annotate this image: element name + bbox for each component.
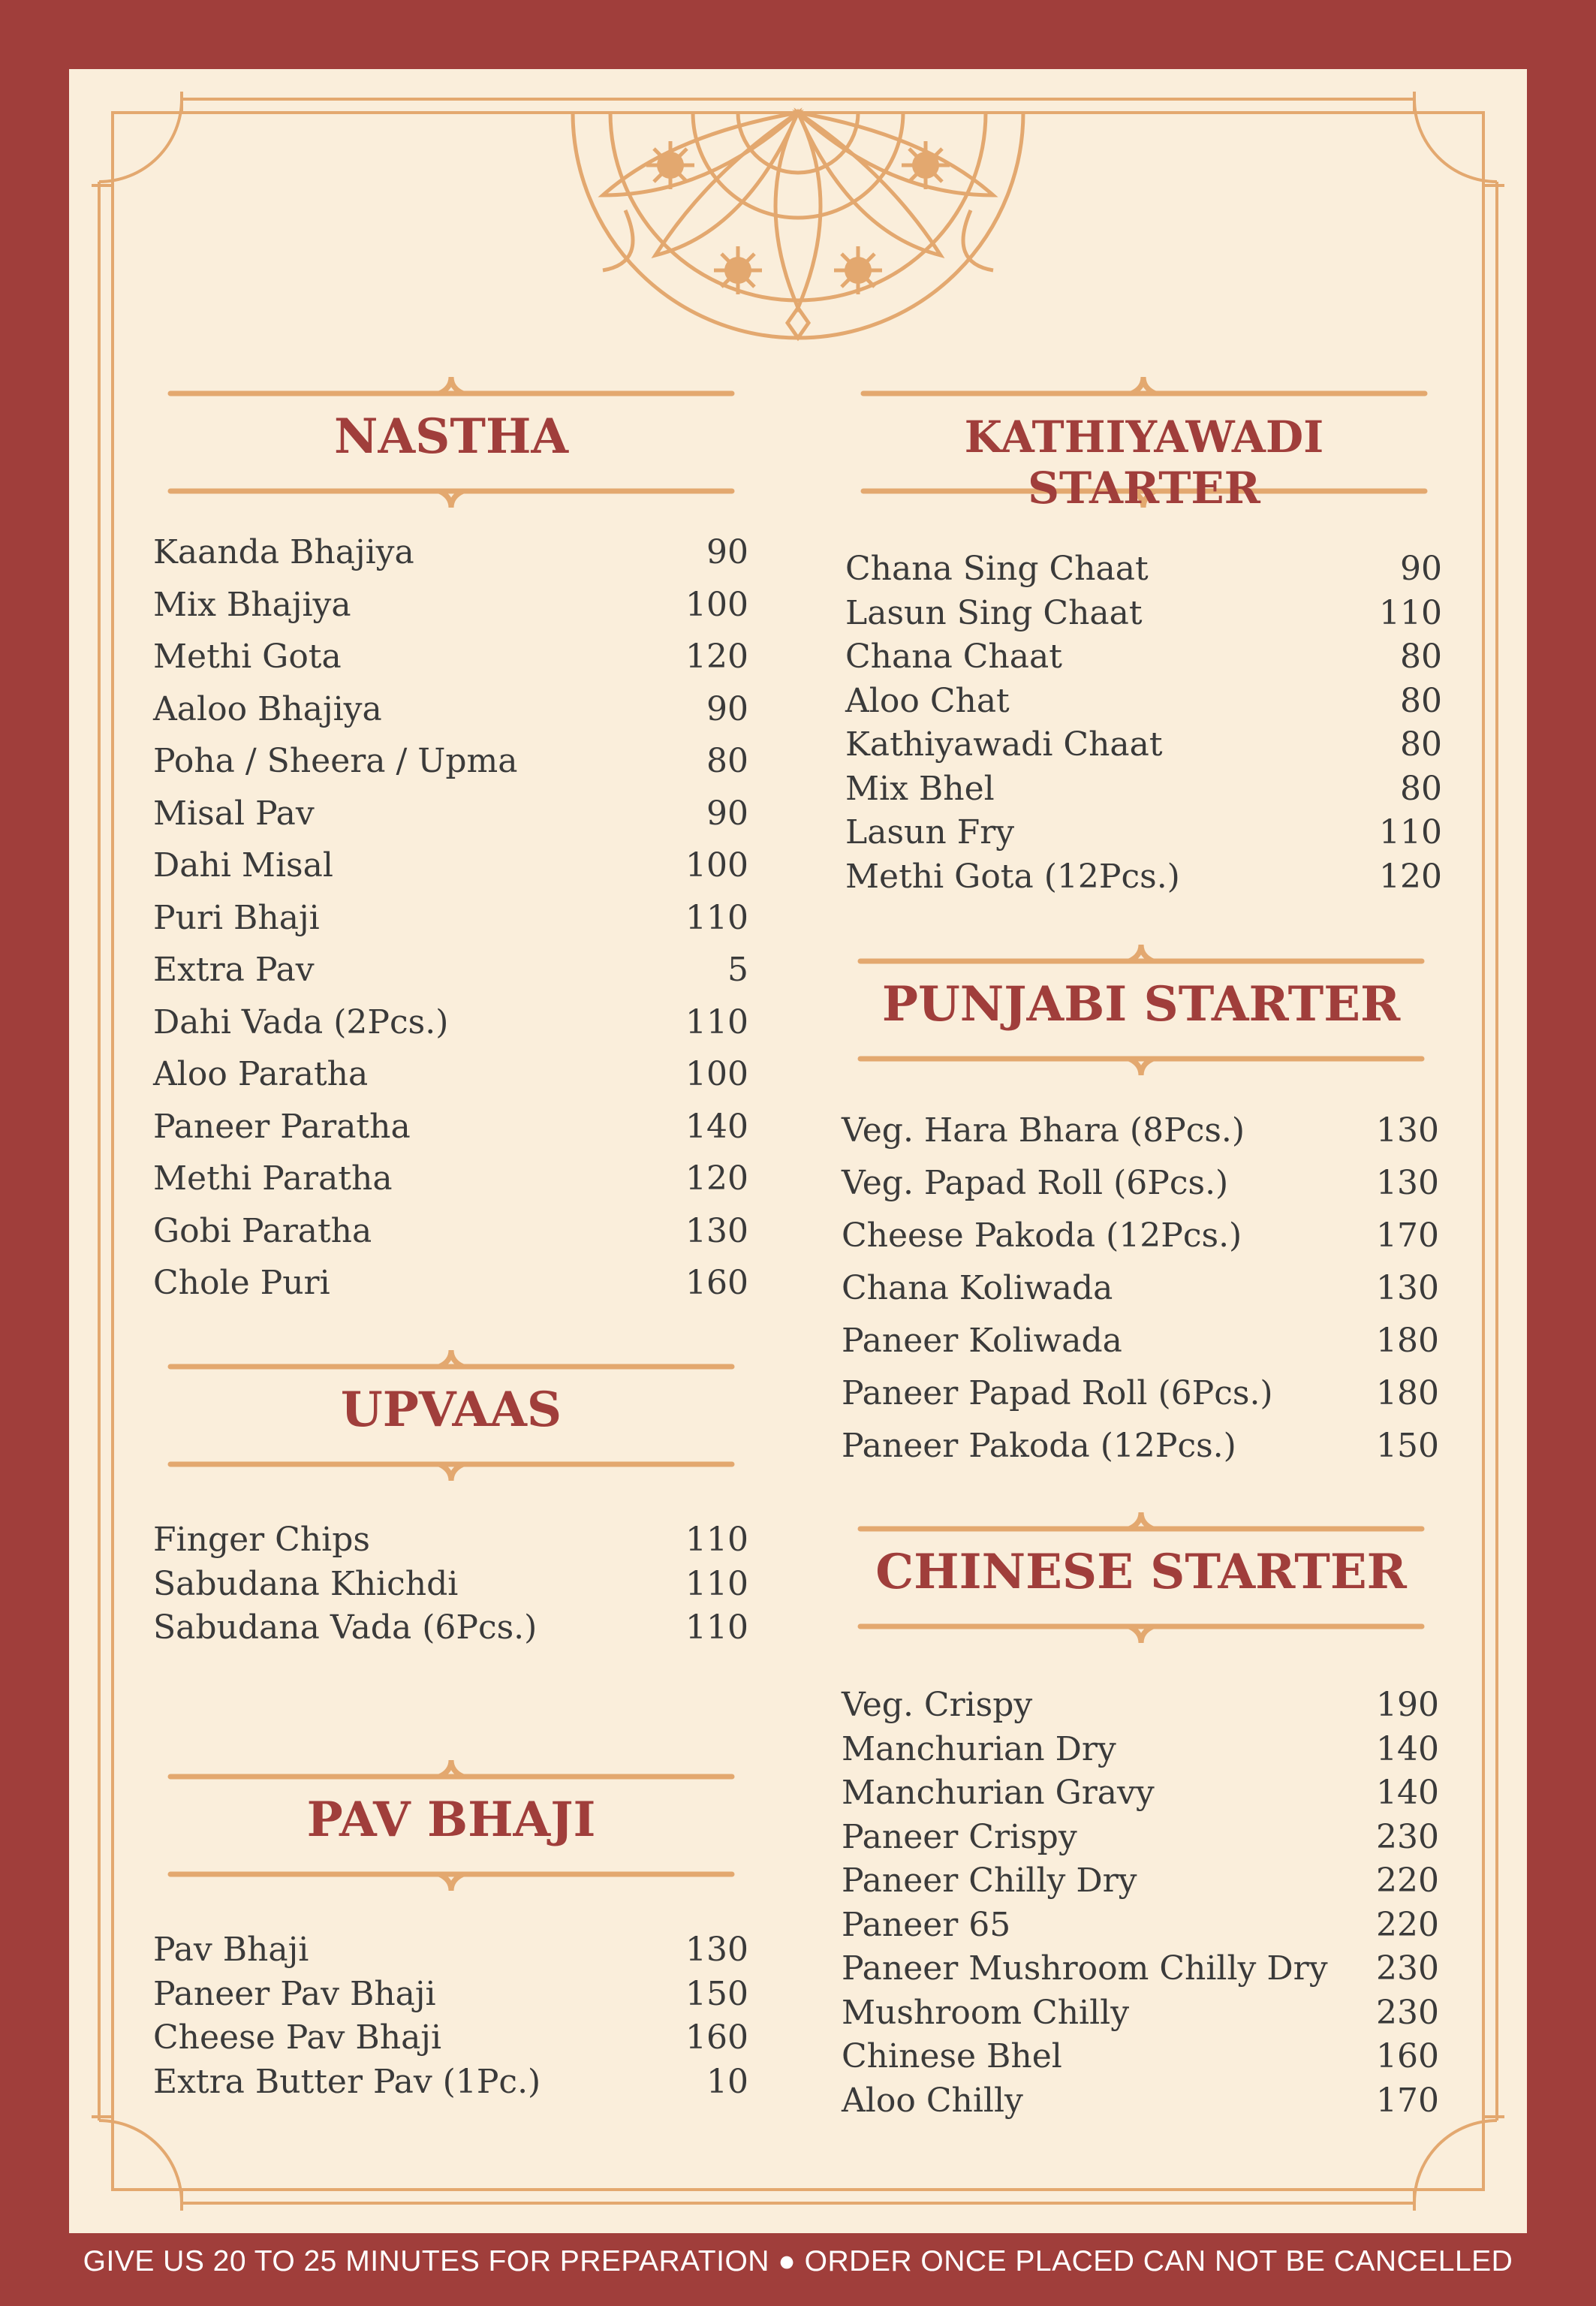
menu-item-name: Extra Pav [153,951,315,989]
menu-item [842,1861,1439,1905]
menu-item-name: Veg. Papad Roll (6Pcs.) [842,1164,1229,1202]
menu-item-name: Chana Chaat [845,638,1062,676]
menu-item [842,1111,1439,1155]
menu-item-price: 120 [685,1159,748,1198]
menu-item-price: 100 [685,1055,748,1093]
menu-item [842,2037,1439,2081]
menu-item-price: 80 [1400,725,1442,764]
menu-item-price: 220 [1376,1861,1439,1900]
menu-item-price: 100 [685,585,748,624]
menu-item-name: Aaloo Bhajiya [153,689,382,728]
menu-item [845,725,1442,769]
menu-item-name: Mix Bhel [845,769,995,808]
menu-item-name: Paneer 65 [842,1905,1011,1944]
section-title-upvaas: UPVAAS [340,1382,562,1438]
menu-item-name: Puri Bhaji [153,898,320,937]
menu-item [845,858,1442,901]
menu-item-price: 150 [1376,1427,1439,1465]
menu-item [153,951,748,994]
menu-item [153,1055,748,1099]
menu-item [153,1608,748,1652]
menu-item-price: 110 [685,1002,748,1041]
menu-item [842,1686,1439,1729]
menu-item-name: Methi Gota (12Pcs.) [845,857,1180,896]
menu-item-price: 5 [727,951,748,989]
menu-item [153,1521,748,1564]
menu-item-name: Cheese Pav Bhaji [153,2018,442,2057]
menu-item-name: Paneer Pakoda (12Pcs.) [842,1427,1236,1465]
menu-item-name: Gobi Paratha [153,1211,372,1250]
menu-item-price: 80 [1400,769,1442,808]
menu-item [845,550,1442,593]
menu-item-price: 170 [1376,1216,1439,1255]
menu-item-price: 110 [685,1608,748,1647]
menu-item [153,1003,748,1047]
menu-card [69,69,1527,2233]
section-title-kathiyawadi: KATHIYAWADI STARTER [964,411,1324,514]
menu-item-name: Veg. Crispy [842,1686,1033,1724]
section-title-punjabi: PUNJABI STARTER [881,976,1401,1032]
menu-item-price: 220 [1376,1905,1439,1944]
menu-item-name: Methi Paratha [153,1159,393,1198]
menu-item-name: Sabudana Khichdi [153,1564,459,1603]
menu-item-name: Paneer Chilly Dry [842,1861,1137,1900]
menu-item-name: Lasun Sing Chaat [845,593,1143,632]
menu-item-price: 130 [1376,1164,1439,1202]
menu-item-name: Manchurian Gravy [842,1774,1155,1812]
menu-item-name: Mix Bhajiya [153,585,351,624]
menu-item-name: Cheese Pakoda (12Pcs.) [842,1216,1242,1255]
menu-item [842,1949,1439,1993]
menu-item-name: Kaanda Bhajiya [153,533,414,571]
menu-item [153,2018,748,2062]
menu-item-name: Aloo Chilly [842,2081,1023,2120]
menu-item-price: 90 [706,689,748,728]
menu-item [153,794,748,838]
menu-item-price: 230 [1376,1817,1439,1856]
menu-item-price: 130 [1376,1269,1439,1307]
menu-item [153,1212,748,1255]
menu-item-price: 180 [1376,1322,1439,1360]
menu-item [845,813,1442,857]
menu-item [153,1108,748,1151]
menu-item-name: Dahi Vada (2Pcs.) [153,1002,449,1041]
menu-item-name: Methi Gota [153,638,342,676]
menu-item [153,846,748,890]
section-title-nastha: NASTHA [333,408,569,465]
menu-item-name: Chinese Bhel [842,2037,1062,2075]
footer-notice: GIVE US 20 TO 25 MINUTES FOR PREPARATION ● ORDER ONCE PLACED CAN NOT BE CANCELLED [83,2245,1513,2277]
menu-item-name: Dahi Misal [153,846,333,885]
menu-item-name: Paneer Mushroom Chilly Dry [842,1949,1328,1988]
menu-item-price: 230 [1376,1949,1439,1988]
menu-item-price: 180 [1376,1374,1439,1412]
menu-item-price: 170 [1376,2081,1439,2120]
menu-item-price: 140 [1376,1774,1439,1812]
menu-item-name: Chana Sing Chaat [845,550,1149,588]
mandala-icon [573,113,1023,338]
menu-item-name: Extra Butter Pav (1Pc.) [153,2062,541,2101]
menu-item-price: 90 [1400,550,1442,588]
menu-item [845,770,1442,813]
menu-item-price: 80 [1400,681,1442,720]
menu-item-name: Misal Pav [153,794,315,833]
menu-item [153,586,748,629]
menu-item [153,533,748,577]
menu-item [153,1264,748,1307]
menu-item-price: 120 [685,638,748,676]
menu-item-name: Poha / Sheera / Upma [153,742,518,780]
menu-item-price: 90 [706,533,748,571]
menu-item-price: 160 [1376,2037,1439,2075]
menu-item [153,1931,748,1974]
menu-item-name: Manchurian Dry [842,1729,1116,1768]
menu-item [842,2081,1439,2125]
menu-item [153,742,748,785]
menu-item-price: 110 [685,1564,748,1603]
menu-item-price: 10 [706,2062,748,2101]
section-title-chinese: CHINESE STARTER [875,1544,1407,1600]
menu-item-price: 100 [685,846,748,885]
menu-item-name: Paneer Pav Bhaji [153,1974,436,2013]
menu-item-name: Sabudana Vada (6Pcs.) [153,1608,538,1647]
menu-item-price: 160 [685,1264,748,1302]
menu-item-name: Aloo Paratha [153,1055,369,1093]
menu-item [153,1159,748,1203]
menu-item [845,682,1442,725]
menu-item-name: Paneer Koliwada [842,1322,1122,1360]
menu-item-name: Paneer Papad Roll (6Pcs.) [842,1374,1273,1412]
menu-item-price: 160 [685,2018,748,2057]
menu-item [845,638,1442,681]
menu-item [842,1216,1439,1260]
menu-item [153,1975,748,2018]
menu-item-name: Kathiyawadi Chaat [845,725,1163,764]
menu-item-name: Chana Koliwada [842,1269,1113,1307]
menu-item-name: Pav Bhaji [153,1931,309,1969]
section-title-pav-bhaji: PAV BHAJI [306,1792,596,1848]
menu-item-name: Paneer Paratha [153,1107,411,1146]
menu-item [845,594,1442,638]
menu-item-name: Veg. Hara Bhara (8Pcs.) [842,1111,1245,1150]
menu-item-price: 230 [1376,1993,1439,2032]
menu-item [842,1994,1439,2037]
menu-item-name: Finger Chips [153,1521,370,1559]
menu-item-price: 150 [685,1974,748,2013]
menu-item [842,1906,1439,1949]
menu-item-name: Chole Puri [153,1264,330,1302]
menu-item-price: 80 [1400,638,1442,676]
menu-item-name: Paneer Crispy [842,1817,1077,1856]
menu-item-price: 110 [685,1521,748,1559]
menu-item [153,2063,748,2106]
menu-item [153,638,748,681]
menu-item [842,1774,1439,1817]
menu-item [153,899,748,942]
menu-item [842,1374,1439,1418]
menu-item-name: Aloo Chat [845,681,1010,720]
menu-item-price: 190 [1376,1686,1439,1724]
menu-item-price: 80 [706,742,748,780]
menu-item [842,1164,1439,1207]
menu-item-price: 90 [706,794,748,833]
menu-item [842,1322,1439,1365]
menu-item [842,1269,1439,1313]
menu-item-price: 130 [685,1931,748,1969]
menu-item-price: 110 [1379,813,1442,852]
menu-item [842,1730,1439,1774]
menu-item-name: Lasun Fry [845,813,1015,852]
menu-item-price: 130 [1376,1111,1439,1150]
menu-item-price: 120 [1379,857,1442,896]
menu-item-price: 140 [685,1107,748,1146]
menu-item-price: 140 [1376,1729,1439,1768]
menu-item-price: 110 [1379,593,1442,632]
menu-item-price: 130 [685,1211,748,1250]
menu-item [153,690,748,734]
menu-item [842,1427,1439,1470]
menu-item [842,1818,1439,1861]
menu-item-name: Mushroom Chilly [842,1993,1130,2032]
menu-item-price: 110 [685,898,748,937]
menu-item [153,1565,748,1608]
